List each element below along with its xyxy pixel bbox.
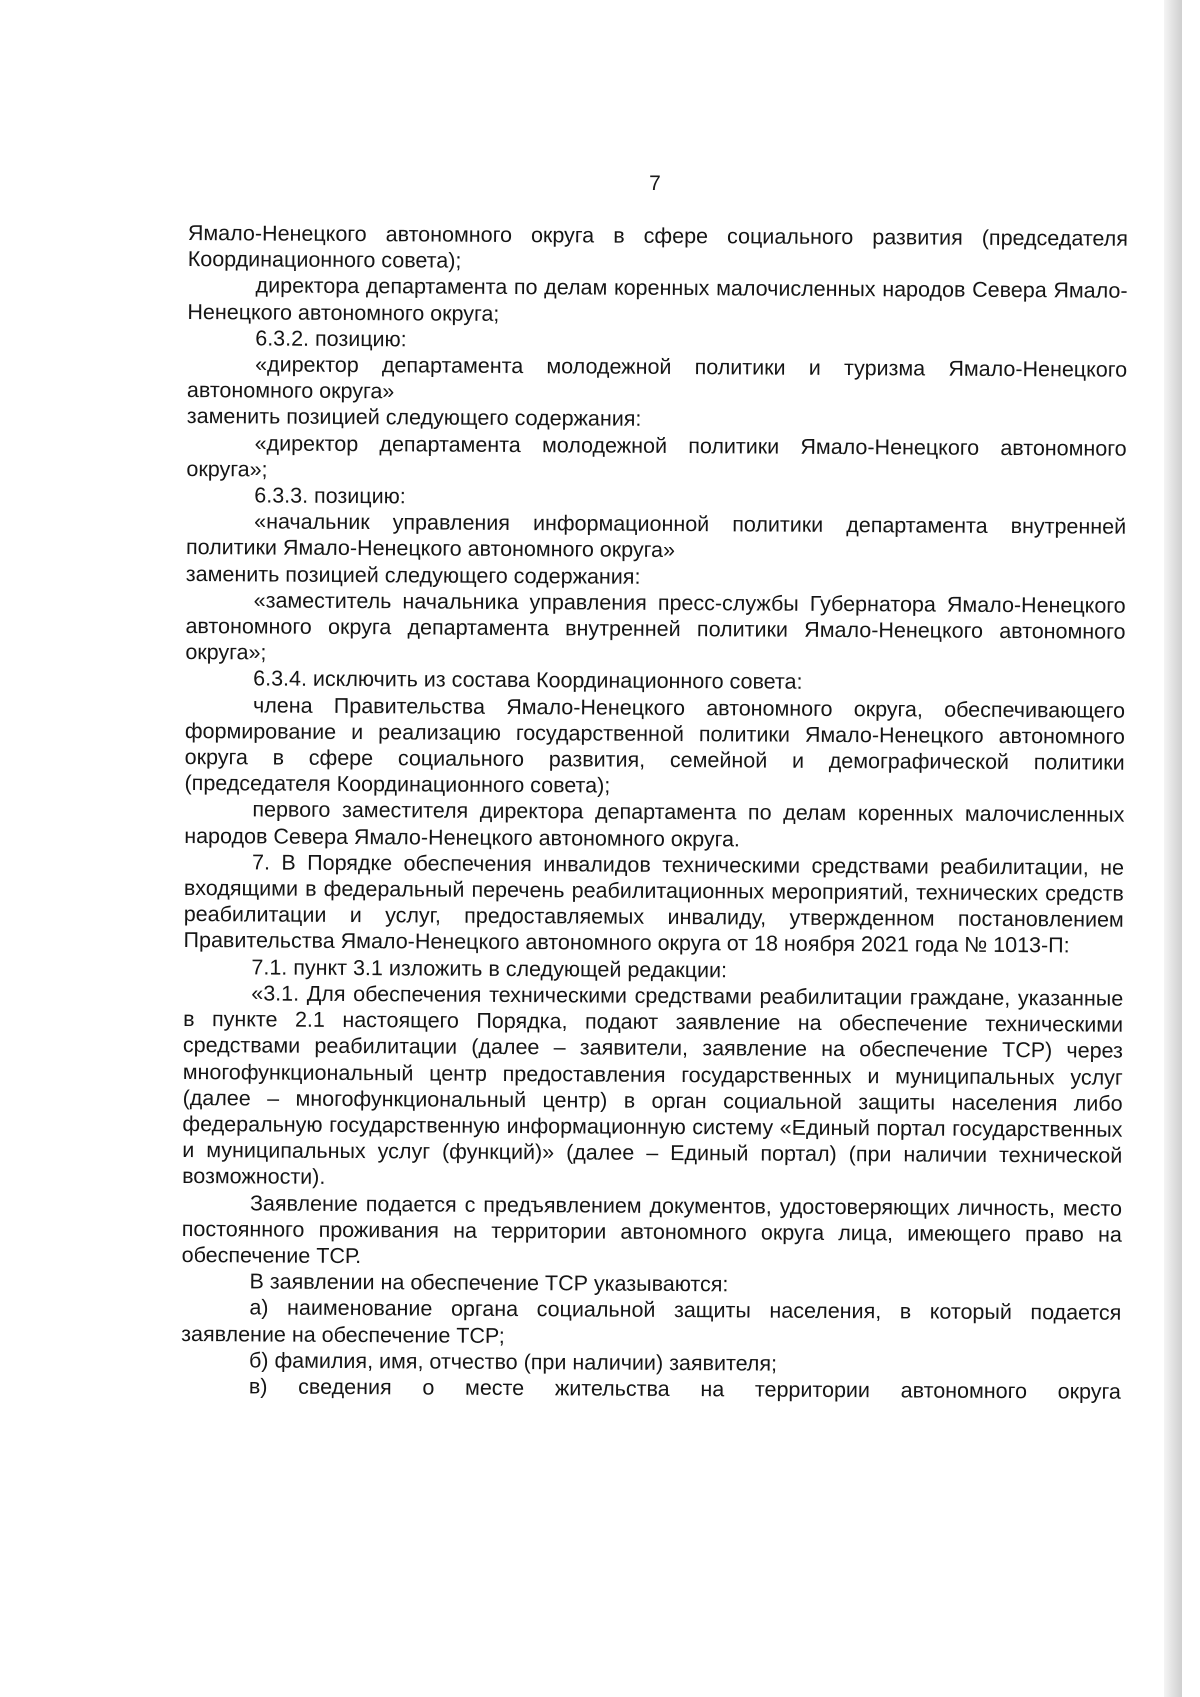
paragraph: в) сведения о месте жительства на территории автономного округа — [248, 1374, 1121, 1404]
paragraph: Заявление подается с предъявлением документов, удостоверяющих личность, место постоянного проживания на территории автономного округа лица, имеющего право на обеспечение ТСР. — [181, 1190, 1123, 1268]
paragraph: «директор департамента молодежной политики и туризма Ямало-Ненецкого автономного округа» — [186, 352, 1128, 404]
paragraph: 7.1. пункт 3.1 изложить в следующей редакции: — [251, 955, 728, 982]
paragraph: «директор департамента молодежной политики Ямало-Ненецкого автономного округа»; — [186, 431, 1127, 482]
paragraph: члена Правительства Ямало-Ненецкого автономного округа, обеспечивающего формирование и реализацию государственной политики Ямало-Ненецкого автономного округа в сфере социального развития, семейной и демографической политики (председателя Координационного совета); — [184, 693, 1126, 798]
paragraph: а) наименование органа социальной защиты населения, в который подается заявление на обеспечение ТСР; — [181, 1295, 1122, 1348]
paragraph: б) фамилия, имя, отчество (при наличии) заявителя; — [248, 1348, 778, 1376]
paragraph: «начальник управления информационной политики департамента внутренней политики Ямало-Ненецкого автономного округа» — [185, 509, 1127, 563]
scan-edge-shadow — [1164, 0, 1182, 1697]
paragraph: 6.3.3. позицию: — [254, 483, 406, 509]
paragraph: 6.3.2. позицию: — [255, 326, 407, 352]
paragraph: 7. В Порядке обеспечения инвалидов техническими средствами реабилитации, не входящими в федеральный перечень реабилитационных мероприятий, технических средств реабилитации и услуг, предоставляемых инвалиду, утвержденном постановлением Правительства Ямало-Ненецкого автономного округа от 18 ноября 2021 года № 1013-П: — [183, 850, 1125, 958]
paragraph: заменить позицией следующего содержания: — [186, 404, 642, 432]
paragraph: первого заместителя директора департамента по делам коренных малочисленных народов Севера Ямало-Ненецкого автономного округа. — [184, 797, 1125, 852]
paragraph: В заявлении на обеспечение ТСР указываются: — [249, 1269, 729, 1297]
paragraph: 6.3.4. исключить из состава Координационного совета: — [253, 666, 803, 695]
paragraph: заменить позицией следующего содержания: — [185, 561, 641, 589]
document-body — [181, 220, 1128, 1405]
paragraph: «3.1. Для обеспечения техническими средствами реабилитации граждане, указанные в пункте 2.1 настоящего Порядка, подают заявление на обеспечение техническими средствами реабилитации (далее – заявители, заявление на обеспечение ТСР) через многофункциональный центр предоставления государственных и муниципальных услуг (далее – многофункциональный центр) в орган социальной защиты населения либо федеральную государственную информационную систему «Единый портал государственных и муниципальных услуг (функций)» (далее – Единый портал) (при наличии технической возможности). — [182, 981, 1124, 1190]
paragraph: директора департамента по делам коренных малочисленных народов Севера Ямало-Ненецкого автономного округа; — [187, 273, 1128, 326]
page-number: 7 — [649, 172, 661, 195]
paragraph: «заместитель начальника управления пресс-службы Губернатора Ямало-Ненецкого автономного округа департамента внутренней политики Ямало-Ненецкого автономного округа»; — [185, 588, 1126, 665]
paragraph: Ямало-Ненецкого автономного округа в сфере социального развития (председателя Координационного совета); — [187, 220, 1128, 273]
